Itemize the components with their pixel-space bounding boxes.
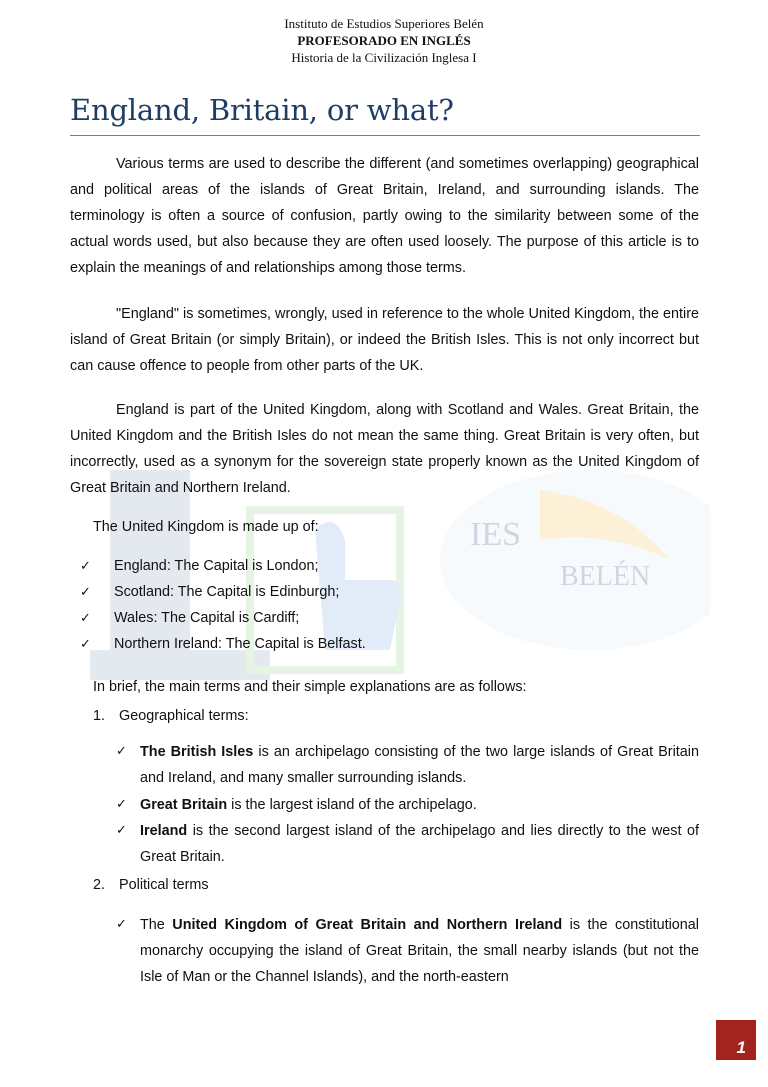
paragraph-3 (70, 397, 699, 501)
check-mark-icon: ✓ (80, 637, 91, 652)
list-item-text: Northern Ireland: The Capital is Belfast. (114, 636, 366, 652)
list-item (80, 608, 299, 629)
list-item (80, 634, 366, 655)
paragraph-3-text: England is part of the United Kingdom, along with Scotland and Wales. Great Britain, the United Kingdom and the British Isles do not mean the same thing. Great Britain is very often, but incorrectly, used as a synonym for the sovereign state properly known as the United Kingdom of Great Britain and Northern Ireland. (70, 402, 699, 496)
header-program: PROFESORADO EN INGLÉS (297, 33, 471, 48)
section-1-item (116, 792, 699, 818)
check-mark-icon: ✓ (80, 585, 91, 600)
list-item (80, 556, 319, 577)
section-2-heading (93, 875, 209, 895)
watermark-belen-text: BELÉN (560, 561, 651, 592)
section-2-label: Political terms (119, 877, 209, 893)
section-1-heading (93, 706, 249, 726)
paragraph-1 (70, 151, 699, 281)
title-rule (70, 135, 700, 136)
list-item-text: England: The Capital is London; (114, 558, 319, 574)
header-institution: Instituto de Estudios Superiores Belén (284, 16, 484, 31)
term-great-britain: Great Britain (140, 797, 228, 813)
document-title: England, Britain, or what? (70, 93, 454, 127)
brief-intro: In brief, the main terms and their simple explanations are as follows: (93, 679, 527, 695)
term-definition: is the constitutional monarchy occupying the island of Great Britain, the small nearby islands (but not the Isle of Man or the Channel Islands), and the north-eastern (140, 917, 700, 985)
check-mark-icon: ✓ (80, 559, 91, 574)
paragraph-2-text: "England" is sometimes, wrongly, used in reference to the whole United Kingdom, the entire island of Great Britain (or simply Britain), or indeed the British Isles. This is not only incorrect but can cause offence to people from other parts of the UK. (70, 306, 699, 374)
term-british-isles: The British Isles (140, 744, 254, 760)
check-mark-icon: ✓ (116, 744, 127, 759)
document-header (0, 15, 768, 66)
section-2-item (116, 912, 699, 990)
term-ireland: Ireland (140, 823, 188, 839)
section-1-label: Geographical terms: (119, 708, 249, 724)
check-mark-icon: ✓ (116, 797, 127, 812)
list-item-text: Wales: The Capital is Cardiff; (114, 610, 300, 626)
list-item-text: Scotland: The Capital is Edinburgh; (114, 584, 340, 600)
term-definition: is the largest island of the archipelago. (227, 797, 477, 813)
term-definition: is the second largest island of the archipelago and lies directly to the west of Great Britain. (140, 823, 699, 865)
term-united-kingdom: United Kingdom of Great Britain and Northern Ireland (172, 917, 563, 933)
paragraph-1-text: Various terms are used to describe the different (and sometimes overlapping) geographical and political areas of the islands of Great Britain, Ireland, and surrounding islands. The terminology is often a source of confusion, partly owing to the similarity between some of the actual words used, but also because they are often used loosely. The purpose of this article is to explain the meanings of and relationships among those terms. (70, 156, 699, 276)
section-2-number: 2. (93, 877, 106, 893)
section-1-number: 1. (93, 708, 106, 724)
term-definition: is an archipelago consisting of the two large islands of Great Britain and Ireland, and many smaller surrounding islands. (140, 744, 699, 786)
list-item (80, 582, 339, 603)
section-1-item (116, 818, 699, 870)
check-mark-icon: ✓ (116, 917, 127, 932)
check-mark-icon: ✓ (80, 611, 91, 626)
page-number: 1 (736, 1038, 746, 1057)
page-number-badge (716, 1020, 756, 1060)
uk-intro: The United Kingdom is made up of: (93, 519, 319, 535)
header-course: Historia de la Civilización Inglesa I (291, 50, 477, 65)
paragraph-2 (70, 301, 699, 379)
watermark-ies-text: IES (470, 516, 521, 553)
term-prefix: The (140, 917, 173, 933)
section-1-item (116, 739, 699, 791)
check-mark-icon: ✓ (116, 823, 127, 838)
